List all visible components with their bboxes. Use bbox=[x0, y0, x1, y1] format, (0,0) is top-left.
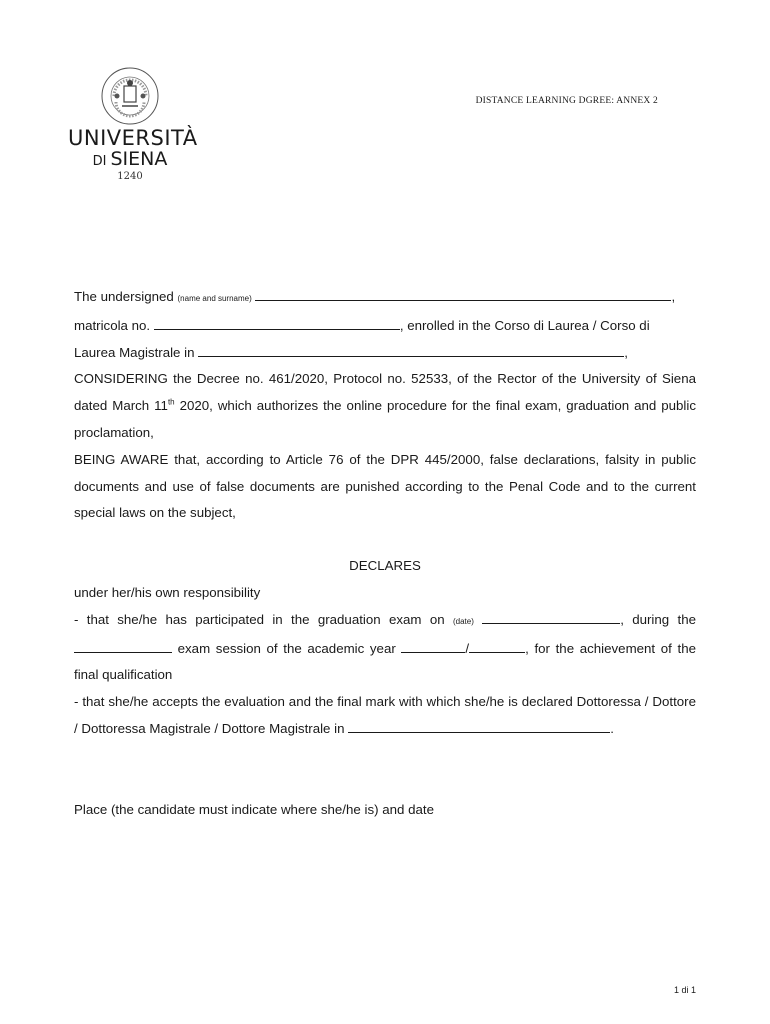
achievement-text: , for the achievement of the final qualification bbox=[74, 640, 696, 683]
university-logo bbox=[68, 66, 198, 184]
considering-text: CONSIDERING the Decree no. 461/2020, Protocol no. 52533, of the Rector of the University of Siena dated March 11 bbox=[74, 371, 696, 414]
university-seal-icon bbox=[94, 66, 166, 126]
considering-paragraph bbox=[74, 366, 696, 446]
accepts-paragraph: - that she/he accepts the evaluation and the final mark with which she/he is declared Dottoressa / Dottore / Dottoressa Magistrale / Dottore Magistrale in . bbox=[74, 694, 696, 736]
exam-session-text: exam session of the academic year bbox=[177, 640, 396, 656]
considering-text-cont: 2020, which authorizes the online procedure for the final exam, graduation and public proclamation, bbox=[74, 398, 696, 440]
university-name: UNIVERSITÀ bbox=[68, 126, 198, 150]
founded-year: 1240 bbox=[117, 171, 143, 182]
laurea-line: Laurea Magistrale in , bbox=[74, 340, 696, 367]
annex-label: DISTANCE LEARNING DGREE: ANNEX 2 bbox=[475, 96, 658, 106]
matricola-line bbox=[74, 313, 696, 340]
matricola-blank[interactable] bbox=[154, 315, 400, 330]
during-the-text: , during the bbox=[620, 611, 696, 627]
university-city bbox=[68, 150, 192, 169]
date-superscript: th bbox=[167, 397, 175, 407]
laurea-label: Laurea Magistrale in bbox=[74, 344, 195, 360]
degree-course-blank[interactable] bbox=[198, 342, 624, 357]
participated-text: - that she/he has participated in the graduation exam on bbox=[74, 611, 445, 627]
enrolled-text: , enrolled in the Corso di Laurea / Corso di bbox=[399, 317, 650, 333]
name-hint: (name and surname) bbox=[177, 294, 252, 303]
qualification-blank[interactable] bbox=[348, 718, 610, 733]
declares-heading: DECLARES bbox=[349, 558, 421, 574]
date-hint: (date) bbox=[452, 616, 474, 626]
accepts-text: - that she/he accepts the evaluation and the final mark with which she/he is declared Dottoressa / Dottore / Dottoressa Magistrale / Dottore Magistrale in bbox=[74, 694, 696, 736]
city-name: SIENA bbox=[110, 148, 168, 170]
participated-paragraph: - that she/he has participated in the graduation exam on (date) , during the exam session of the academic year / , for the achievement of the final qualification bbox=[74, 607, 696, 689]
academic-year-end-blank[interactable] bbox=[469, 638, 525, 653]
responsibility-line: under her/his own responsibility bbox=[74, 584, 261, 600]
city-prefix: DI bbox=[92, 154, 107, 169]
session-blank[interactable] bbox=[74, 638, 172, 653]
exam-date-blank[interactable] bbox=[482, 609, 620, 624]
name-blank[interactable] bbox=[255, 286, 671, 301]
undersigned-label: The undersigned bbox=[74, 289, 174, 304]
page-number: 1 di 1 bbox=[673, 985, 696, 995]
undersigned-line: The undersigned (name and surname) , bbox=[74, 284, 696, 313]
academic-year-start-blank[interactable] bbox=[401, 638, 465, 653]
place-date-line: Place (the candidate must indicate where she/he is) and date bbox=[74, 801, 434, 817]
declaration-body bbox=[74, 284, 696, 824]
being-aware-paragraph: BEING AWARE that, according to Article 76 of the DPR 445/2000, false declarations, falsity in public documents and use of false documents are punished according to the Penal Code and to the current special laws on the subject, bbox=[74, 451, 696, 521]
matricola-label: matricola no. bbox=[74, 317, 151, 333]
